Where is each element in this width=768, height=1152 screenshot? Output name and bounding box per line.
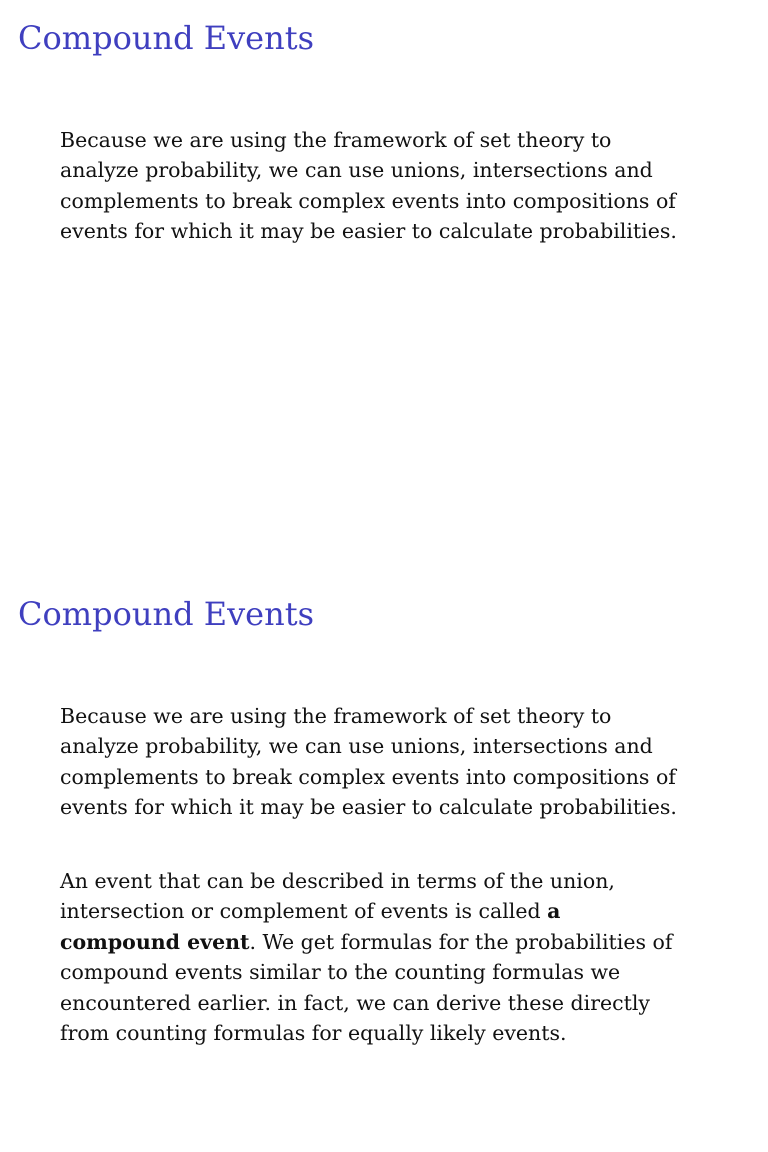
paragraph-line: encountered earlier. in fact, we can derive these directly (60, 990, 650, 1015)
paragraph-line: Because we are using the framework of set theory to (60, 128, 612, 152)
definition-paragraph (60, 866, 672, 1048)
paragraph-line (60, 927, 672, 957)
paragraph-line: events for which it may be easier to calculate probabilities. (60, 219, 677, 244)
intro-paragraph (60, 701, 677, 823)
slide-title: Compound Events (18, 19, 314, 57)
paragraph-line: analyze probability, we can use unions, intersections and (60, 158, 653, 183)
bold-term: a (547, 899, 561, 924)
paragraph-text: intersection or complement of events is called (60, 899, 548, 924)
paragraph-line: complements to break complex events into compositions of (60, 764, 676, 789)
paragraph-line: analyze probability, we can use unions, intersections and (60, 734, 653, 759)
bold-term: compound event (60, 929, 250, 954)
paragraph-line: from counting formulas for equally likely events. (60, 1021, 567, 1046)
slide-title: Compound Events (18, 595, 314, 633)
paragraph-line: events for which it may be easier to calculate probabilities. (60, 795, 677, 820)
paragraph-line (60, 896, 672, 926)
paragraph-line: complements to break complex events into compositions of (60, 188, 676, 213)
paragraph-line: Because we are using the framework of set theory to (60, 704, 612, 728)
paragraph-text: . We get formulas for the probabilities of (249, 929, 673, 954)
intro-paragraph (60, 125, 677, 247)
paragraph-line: compound events similar to the counting formulas we (60, 960, 621, 985)
slide-2 (0, 576, 768, 1152)
paragraph-line: An event that can be described in terms of the union, (60, 869, 615, 893)
